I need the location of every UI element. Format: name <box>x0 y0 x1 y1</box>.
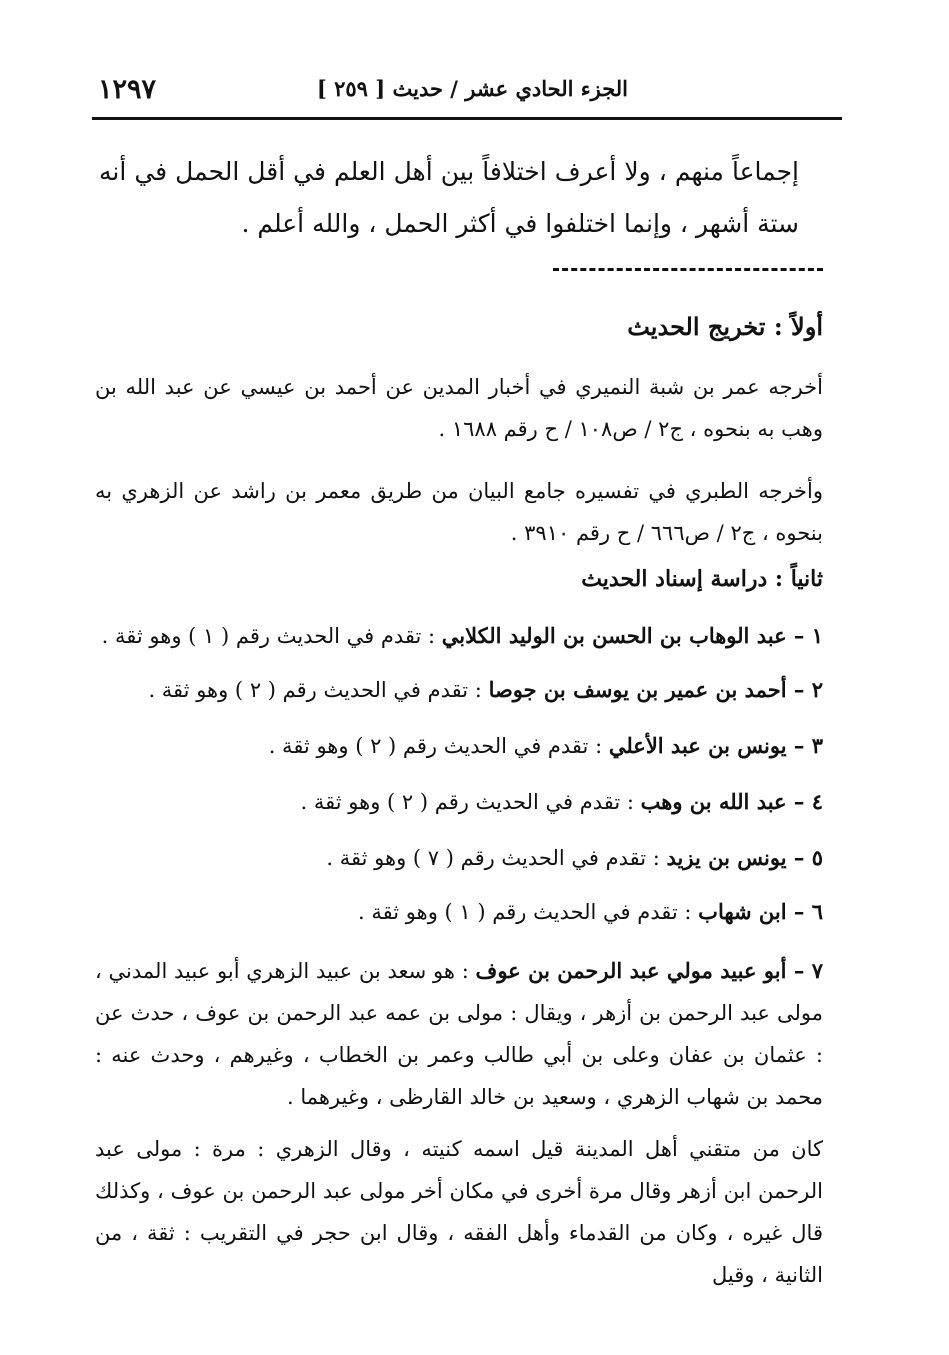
narrator-info: : تقدم في الحديث رقم ( ١ ) وهو ثقة . <box>358 900 699 924</box>
narrator-7 <box>95 950 823 1118</box>
biography-paragraph: كان من متقني أهل المدينة قيل اسمه كنيته ، وقال الزهري : مرة : مولى عبد الرحمن ابن أزهر وقال مرة أخرى في مكان أخر مولى عبد الرحمن بن عوف ، وكذلك قال غيره ، وكان من القدماء وأهل الفقه ، وقال ابن حجر في التقريب : ثقة ، من الثانية ، وقيل <box>95 1137 823 1287</box>
narrator-info: : تقدم في الحديث رقم ( ٢ ) وهو ثقة . <box>148 678 489 702</box>
narrator-name: ٥ – يونس بن يزيد <box>666 845 823 870</box>
narrator-name: ٣ – يونس بن عبد الأعلي <box>608 733 823 758</box>
header-rule <box>92 117 842 120</box>
heading-takhrij: أولاً : تخريج الحديث <box>627 312 823 341</box>
takhrij-paragraph-1: أخرجه عمر بن شبة النميري في أخبار المدين عن أحمد بن عيسي عن عبد الله بن وهب به بنحوه ، ج٢ / ص١٠٨ / ح رقم ١٦٨٨ . <box>95 375 823 441</box>
narrator-name: ٤ – عبد الله بن وهب <box>640 789 823 814</box>
narrator-4 <box>301 789 823 814</box>
narrator-2 <box>148 677 823 702</box>
narrator-3 <box>269 733 823 758</box>
narrator-name: ٦ – ابن شهاب <box>698 899 823 924</box>
section-separator <box>553 268 823 271</box>
page-header <box>92 74 840 114</box>
narrator-info: : تقدم في الحديث رقم ( ٧ ) وهو ثقة . <box>326 846 667 870</box>
narrator-info: : تقدم في الحديث رقم ( ٢ ) وهو ثقة . <box>268 734 609 758</box>
narrator-info: : هو سعد بن عبيد الزهري أبو عبيد المدني ، مولى عبد الرحمن بن أزهر ، ويقال : مولى بن عمه عبد الرحمن بن عوف ، حدث عن : عثمان بن عفان وعلى بن أبي طالب وعمر بن الخطاب ، وغيرهم ، وحدث عنه : محمد بن شهاب الزهري ، وسعيد بن خالد القارظى ، وغيرهما . <box>95 959 823 1109</box>
narrator-name: ١ – عبد الوهاب بن الحسن بن الوليد الكلابي <box>441 623 823 648</box>
narrator-5 <box>326 845 823 870</box>
page-number: ١٢٩٧ <box>98 74 157 105</box>
narrator-6 <box>358 899 823 924</box>
narrator-info: : تقدم في الحديث رقم ( ٢ ) وهو ثقة . <box>300 790 641 814</box>
narrator-info: : تقدم في الحديث رقم ( ١ ) وهو ثقة . <box>101 624 442 648</box>
heading-isnad: ثانياً : دراسة إسناد الحديث <box>581 566 823 592</box>
takhrij-paragraph-2: وأخرجه الطبري في تفسيره جامع البيان من طريق معمر بن راشد عن الزهري به بنحوه ، ج٢ / ص٦٦٦ / ح رقم ٣٩١٠ . <box>95 479 823 545</box>
intro-paragraph: إجماعاً منهم ، ولا أعرف اختلافاً بين أهل العلم في أقل الحمل في أنه ستة أشهر ، وإنما اختلفوا في أكثر الحمل ، والله أعلم . <box>99 157 799 238</box>
narrator-name: ٢ – أحمد بن عمير بن يوسف بن جوصا <box>488 677 823 702</box>
running-title: الجزء الحادي عشر / حديث [ ٢٥٩ ] <box>316 76 628 101</box>
narrator-1 <box>102 623 823 648</box>
narrator-name: ٧ – أبو عبيد مولي عبد الرحمن بن عوف <box>475 958 823 983</box>
